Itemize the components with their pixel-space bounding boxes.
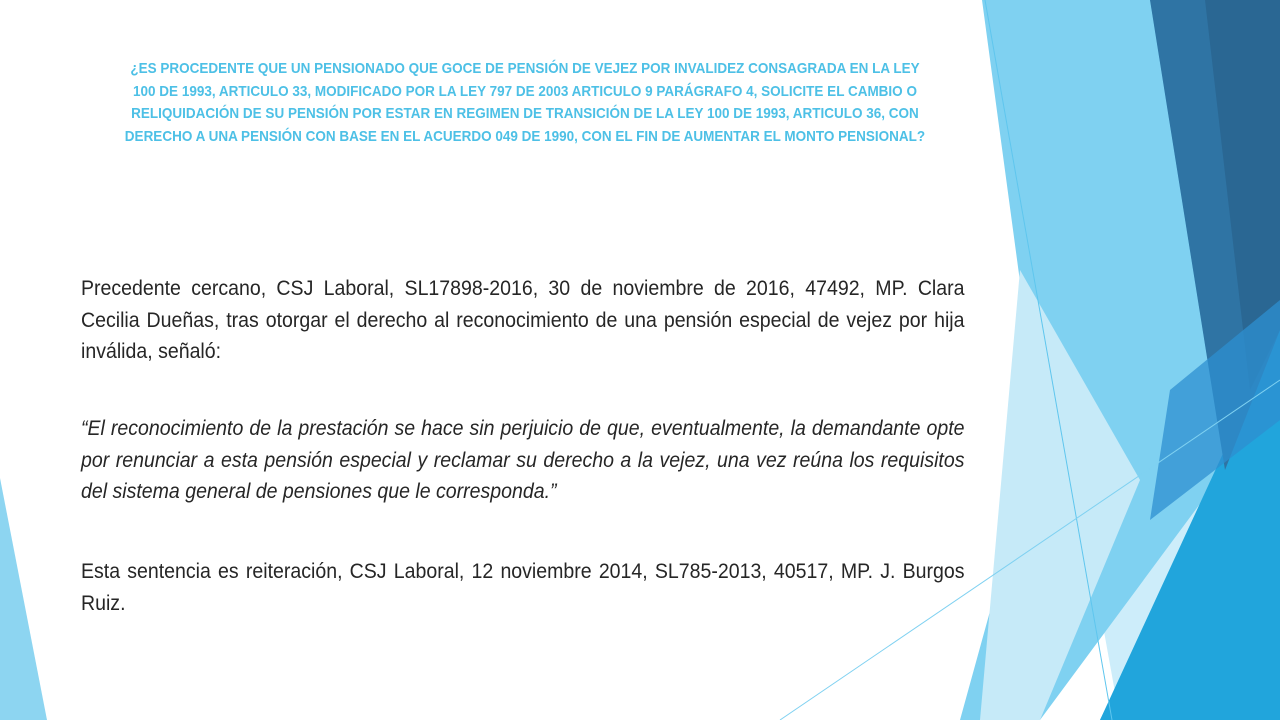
left-facet	[0, 478, 47, 720]
paragraph-precedent: Precedente cercano, CSJ Laboral, SL17898-2016, 30 de noviembre de 2016, 47492, MP. Clara Cecilia Dueñas, tras otorgar el derecho al reconocimiento de una pensión especial de vejez por hija inválida, señaló:	[81, 277, 965, 363]
slide-title: ¿ES PROCEDENTE QUE UN PENSIONADO QUE GOCE DE PENSIÓN DE VEJEZ POR INVALIDEZ CONSAGRADA EN LA LEY 100 DE 1993, ARTICULO 33, MODIFICADO POR LA LEY 797 DE 2003 ARTICULO 9 PARÁGRAFO 4, SOLICITE EL CAMBIO O RELIQUIDACIÓN DE SU PENSIÓN POR ESTAR EN REGIMEN DE TRANSICIÓN DE LA LEY 100 DE 1993, ARTICULO 36, CON DERECHO A UNA PENSIÓN CON BASE EN EL ACUERDO 049 DE 1990, CON EL FIN DE AUMENTAR EL MONTO PENSIONAL?	[124, 60, 926, 145]
paragraph-quote: “El reconocimiento de la prestación se hace sin perjuicio de que, eventualmente, la demandante opte por renunciar a esta pensión especial y reclamar su derecho a la vejez, una vez reúna los requisitos del sistema general de pensiones que le corresponda.”	[81, 417, 965, 503]
paragraph-reiteration: Esta sentencia es reiteración, CSJ Laboral, 12 noviembre 2014, SL785-2013, 40517, MP. J. Burgos Ruiz.	[81, 560, 965, 615]
